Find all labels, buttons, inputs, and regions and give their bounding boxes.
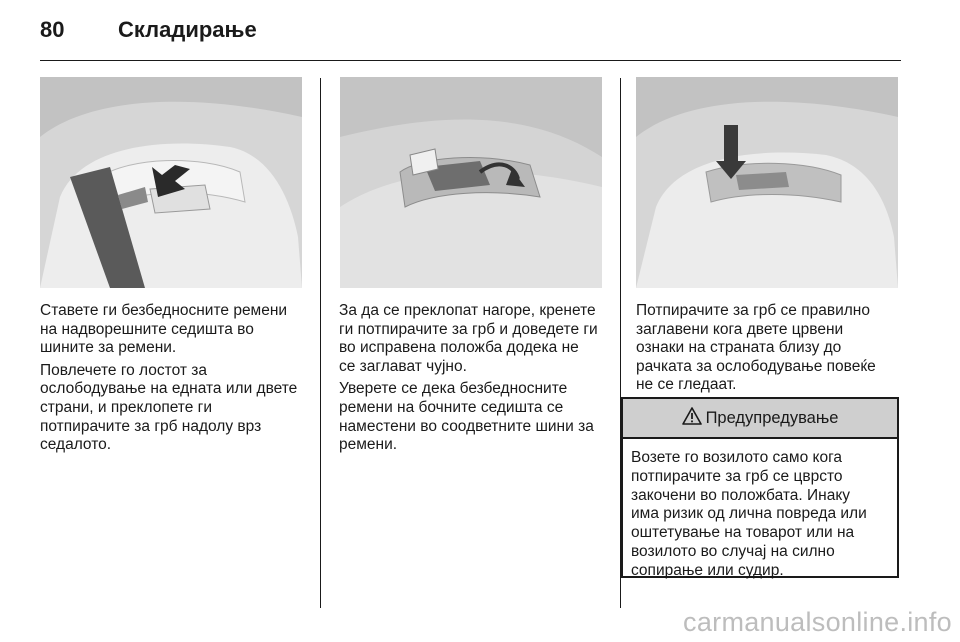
paragraph: За да се преклопат нагоре, кренете ги потпирачите за грб и доведете ги во исправена положба додека не се заглават чујно. xyxy=(339,302,598,375)
paragraph: Ставете ги безбедносните ремени на надворешните седишта во шините за ремени. xyxy=(40,302,288,357)
text-column-1 xyxy=(40,302,308,459)
header-rule xyxy=(40,60,901,61)
illustration-raise-backrest xyxy=(340,77,602,288)
warning-box xyxy=(621,397,899,578)
page-header xyxy=(40,10,257,50)
warning-text: Возете го возилото само кога потпирачите за грб се цврсто закочени во положбата. Инаку има ризик од лична повреда или оштетување на товарот или на возилото во случај на силно сопирање или судир. xyxy=(631,449,867,579)
warning-title: Предупредување xyxy=(705,408,839,427)
illustration-red-mark xyxy=(636,77,898,288)
column-divider xyxy=(320,78,321,608)
illustration-belt-release xyxy=(40,77,302,288)
warning-header xyxy=(623,399,897,439)
watermark: carmanualsonline.info xyxy=(683,607,952,637)
paragraph: Уверете се дека безбедносните ремени на бочните седишта се наместени во соодветните шини за ремени. xyxy=(339,380,594,454)
text-column-2 xyxy=(339,302,607,459)
section-title: Складирање xyxy=(118,17,257,42)
warning-triangle-icon xyxy=(682,407,702,430)
text-column-3 xyxy=(636,302,904,399)
page-number: 80 xyxy=(40,17,65,42)
paragraph: Потпирачите за грб се правилно заглавени кога двете црвени ознаки на страната близу до рачката за ослободување повеќе не се гледаат. xyxy=(636,302,876,394)
paragraph: Повлечете го лостот за ослободување на едната или двете страни, и преклопете ги потпирачите за грб надолу врз седалото. xyxy=(40,361,298,454)
